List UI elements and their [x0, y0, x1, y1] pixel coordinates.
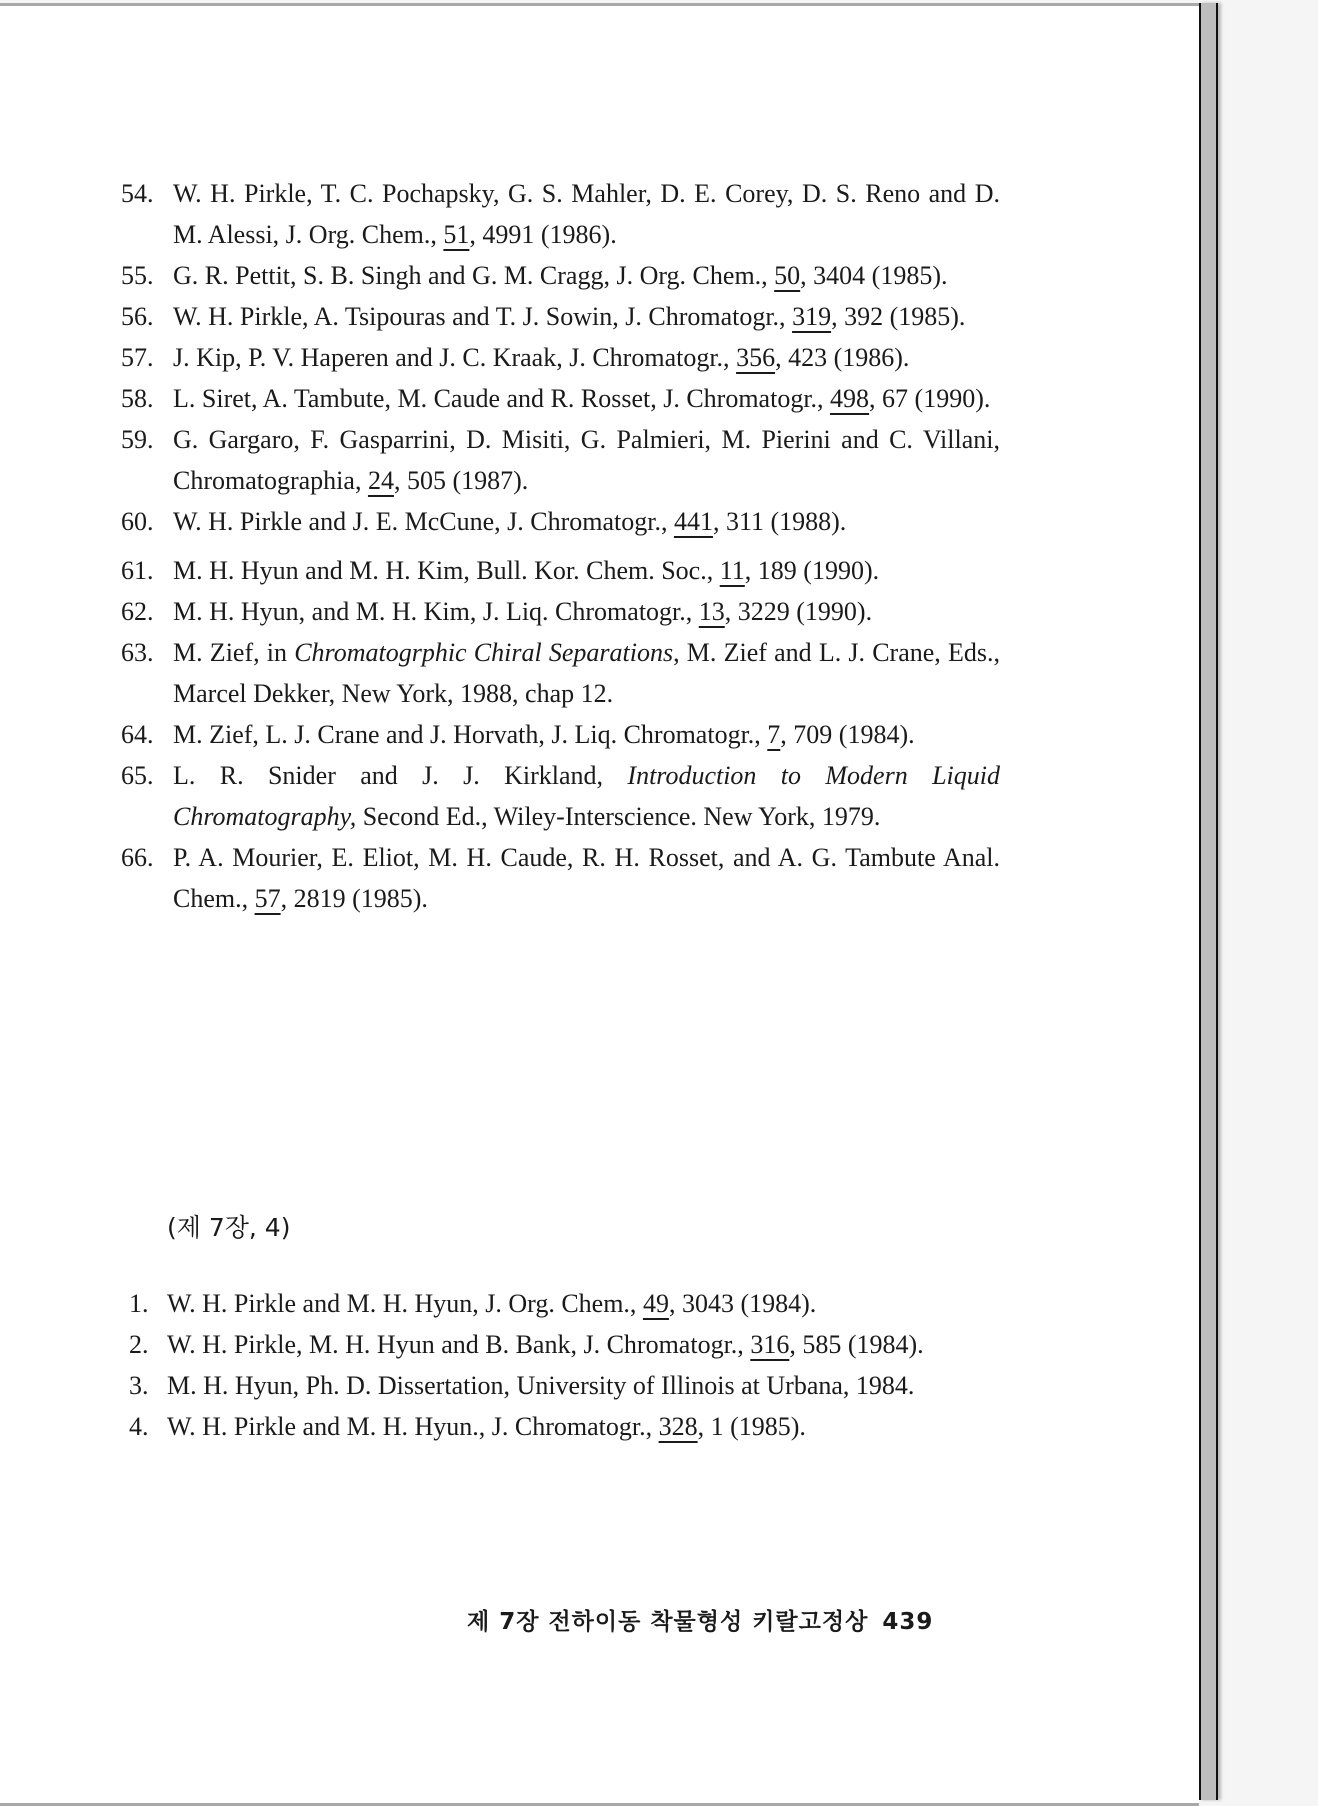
- reference-text: , 1 (1985).: [697, 1412, 806, 1441]
- reference-text: J. Kip, P. V. Haperen and J. C. Kraak, J. Chromatogr.,: [173, 343, 737, 372]
- reference-text: M. H. Hyun, and M. H. Kim, J. Liq. Chromatogr.,: [173, 597, 699, 626]
- reference-item: [121, 632, 1000, 714]
- reference-text: , M. Zief and L. J. Crane, Eds., Marcel Dekker, New York, 1988, chap 12.: [173, 638, 1000, 708]
- reference-text: W. H. Pirkle, T. C. Pochapsky, G. S. Mahler, D. E. Corey, D. S. Reno and D. M. Alessi, J. Org. Chem.,: [173, 179, 1000, 249]
- reference-text: M. H. Hyun, Ph. D. Dissertation, University of Illinois at Urbana, 1984.: [167, 1371, 915, 1400]
- volume-number: 441: [673, 507, 713, 536]
- reference-number: 64.: [121, 720, 154, 749]
- reference-number: 58.: [121, 384, 154, 413]
- reference-list-chapter-7: [129, 1283, 1005, 1447]
- reference-text: W. H. Pirkle and M. H. Hyun., J. Chromatogr.,: [167, 1412, 659, 1441]
- reference-number: 3.: [129, 1371, 149, 1400]
- page-edge: [1199, 3, 1218, 1800]
- reference-item: [121, 378, 1000, 419]
- reference-item: [129, 1283, 1005, 1324]
- reference-item: [121, 591, 1000, 632]
- reference-item: [121, 714, 1000, 755]
- reference-item: [121, 255, 1000, 296]
- reference-number: 65.: [121, 761, 154, 790]
- reference-number: 1.: [129, 1289, 149, 1318]
- reference-number: 4.: [129, 1412, 149, 1441]
- volume-number: 50: [774, 261, 801, 290]
- reference-item: [121, 296, 1000, 337]
- reference-number: 56.: [121, 302, 154, 331]
- volume-number: 51: [443, 220, 470, 249]
- reference-number: 66.: [121, 843, 154, 872]
- page-footer: [467, 1604, 933, 1640]
- reference-text: G. R. Pettit, S. B. Singh and G. M. Cragg, J. Org. Chem.,: [173, 261, 775, 290]
- reference-item: [121, 755, 1000, 837]
- reference-text: , 709 (1984).: [780, 720, 915, 749]
- volume-number: 319: [792, 302, 832, 331]
- reference-text: P. A. Mourier, E. Eliot, M. H. Caude, R. H. Rosset, and A. G. Tambute Anal. Chem.,: [173, 843, 1000, 913]
- reference-text: , 4991 (1986).: [469, 220, 617, 249]
- reference-text: M. Zief, L. J. Crane and J. Horvath, J. Liq. Chromatogr.,: [173, 720, 768, 749]
- reference-text: M. H. Hyun and M. H. Kim, Bull. Kor. Chem. Soc.,: [173, 556, 720, 585]
- reference-number: 2.: [129, 1330, 149, 1359]
- document-page: [0, 3, 1199, 1806]
- volume-number: 356: [736, 343, 776, 372]
- reference-item: [121, 501, 1000, 542]
- reference-text: W. H. Pirkle and M. H. Hyun, J. Org. Chem.,: [167, 1289, 643, 1318]
- reference-text: , 423 (1986).: [775, 343, 910, 372]
- reference-number: 63.: [121, 638, 154, 667]
- reference-text: , 189 (1990).: [744, 556, 880, 585]
- volume-number: 13: [698, 597, 725, 626]
- reference-number: 60.: [121, 507, 154, 536]
- reference-text: , 505 (1987).: [393, 466, 529, 495]
- volume-number: 57: [254, 884, 281, 913]
- reference-item: [129, 1406, 1005, 1447]
- reference-item: [129, 1365, 1005, 1406]
- reference-number: 55.: [121, 261, 154, 290]
- volume-number: 24: [367, 466, 394, 495]
- running-title: 제 7장 전하이동 착물형성 키랄고정상: [467, 1609, 869, 1635]
- reference-item: [121, 173, 1000, 255]
- page-number: 439: [882, 1609, 934, 1635]
- reference-text: , 3043 (1984).: [668, 1289, 817, 1318]
- reference-text: G. Gargaro, F. Gasparrini, D. Misiti, G. Palmieri, M. Pierini and C. Villani, Chromatographia,: [173, 425, 1000, 495]
- reference-text: Second Ed., Wiley-Interscience. New York, 1979.: [356, 802, 881, 831]
- volume-number: 316: [750, 1330, 790, 1359]
- book-title: Introduction to Modern Liquid Chromatography,: [173, 761, 1000, 831]
- reference-number: 61.: [121, 556, 154, 585]
- reference-item: [121, 419, 1000, 501]
- reference-text: L. Siret, A. Tambute, M. Caude and R. Rosset, J. Chromatogr.,: [173, 384, 831, 413]
- reference-number: 54.: [121, 179, 154, 208]
- reference-text: M. Zief, in: [173, 638, 295, 667]
- reference-item: [121, 550, 1000, 591]
- reference-text: , 585 (1984).: [789, 1330, 924, 1359]
- reference-number: 62.: [121, 597, 154, 626]
- reference-number: 59.: [121, 425, 154, 454]
- reference-text: , 3229 (1990).: [724, 597, 873, 626]
- reference-text: , 3404 (1985).: [800, 261, 948, 290]
- volume-number: 328: [658, 1412, 698, 1441]
- reference-list-chapter-6: [121, 173, 1000, 919]
- reference-text: , 311 (1988).: [712, 507, 847, 536]
- reference-text: , 67 (1990).: [869, 384, 991, 413]
- volume-number: 498: [830, 384, 870, 413]
- reference-item: [121, 837, 1000, 919]
- reference-number: 57.: [121, 343, 154, 372]
- book-title: Chromatogrphic Chiral Separations: [294, 638, 674, 667]
- reference-text: W. H. Pirkle and J. E. McCune, J. Chromatogr.,: [173, 507, 674, 536]
- reference-text: W. H. Pirkle, A. Tsipouras and T. J. Sowin, J. Chromatogr.,: [173, 302, 793, 331]
- reference-text: L. R. Snider and J. J. Kirkland,: [173, 761, 628, 790]
- reference-text: , 392 (1985).: [831, 302, 966, 331]
- section-heading: (제 7장, 4): [167, 1213, 291, 1242]
- reference-text: , 2819 (1985).: [280, 884, 428, 913]
- volume-number: 49: [642, 1289, 669, 1318]
- reference-item: [121, 337, 1000, 378]
- reference-text: W. H. Pirkle, M. H. Hyun and B. Bank, J. Chromatogr.,: [167, 1330, 751, 1359]
- volume-number: 7: [767, 720, 781, 749]
- volume-number: 11: [719, 556, 745, 585]
- reference-item: [129, 1324, 1005, 1365]
